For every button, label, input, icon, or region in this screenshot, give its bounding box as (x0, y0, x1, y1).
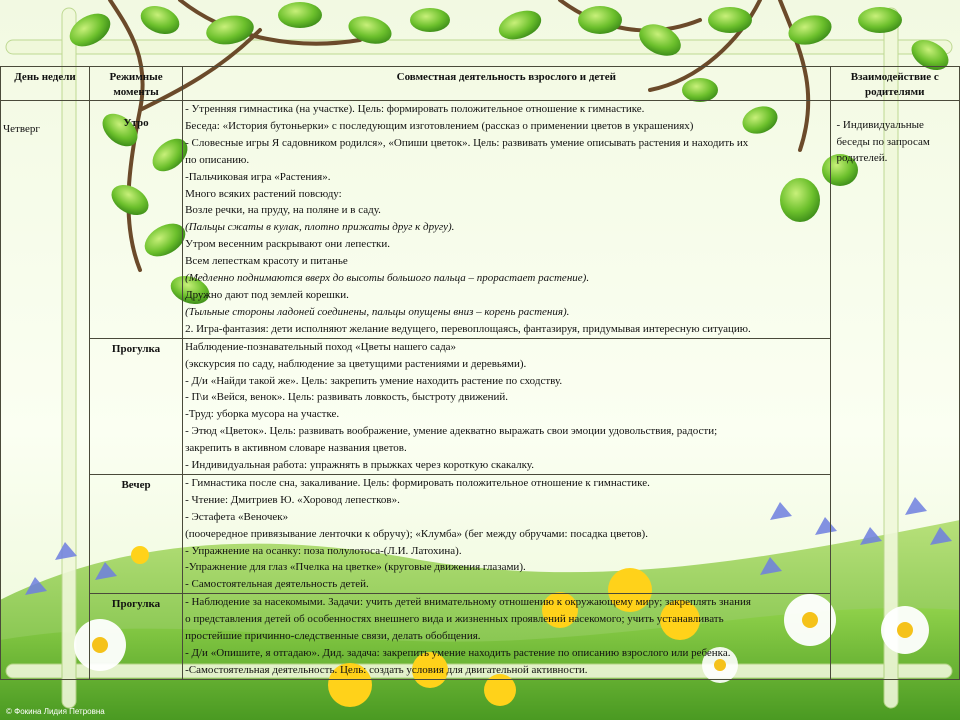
header-mode: Режимные моменты (90, 67, 183, 101)
activity-line: - Упражнение на осанку: поза полулотоса-(Л.И. Латохина). (185, 544, 462, 557)
activity-line: 2. Игра-фантазия: дети исполняют желание ведущего, перевоплощаясь, фантазируя, придумывая интересную ситуацию. (185, 322, 751, 335)
header-activity: Совместная деятельность взрослого и детей (183, 67, 830, 101)
header-parents: Взаимодействие с родителями (830, 67, 960, 101)
copyright-text: © Фокина Лидия Петровна (6, 707, 105, 716)
activity-line: Возле речки, на пруду, на поляне и в саду. (185, 204, 381, 217)
activity-cell-morning (183, 101, 830, 339)
activity-line: -Самостоятельная деятельность. Цель: создать условия для двигательной активности. (185, 663, 588, 676)
activity-line: Наблюдение-познавательный поход «Цветы нашего сада» (185, 340, 457, 353)
activity-line: - Этюд «Цветок». Цель: развивать воображение, умение адекватно выражать свои эмоции удовольствия, радости; (185, 425, 718, 438)
activity-line: - Утренняя гимнастика (на участке). Цель: формировать положительное отношение к гимнастике. (185, 103, 645, 115)
activity-line: - Самостоятельная деятельность детей. (185, 578, 369, 591)
mode-cell-evening: Вечер (90, 474, 183, 593)
day-cell: Четверг (1, 101, 90, 680)
activity-line: -Упражнение для глаз «Пчелка на цветке» (круговые движения глазами). (185, 561, 526, 574)
activity-line: - Наблюдение за насекомыми. Задачи: учить детей внимательному отношению к окружающему миру; закреплять знания (185, 596, 751, 609)
activity-line: - П\и «Вейся, венок». Цель: развивать ловкость, быстроту движений. (185, 391, 509, 404)
parents-cell: - Индивидуальные беседы по запросам родителей. (830, 101, 960, 680)
activity-line: (поочередное привязывание ленточки к обручу); «Клумба» (бег между обручами: посадка цветов). (185, 527, 648, 540)
activity-line: Беседа: «История бутоньерки» с последующим изготовлением (рассказ о применении цветов в украшениях) (185, 119, 694, 132)
activity-line: - Д/и «Найди такой же». Цель: закрепить умение находить растение по сходству. (185, 374, 563, 387)
table-header-row (1, 67, 960, 101)
activity-line: - Гимнастика после сна, закаливание. Цель: формировать положительное отношение к гимнастике. (185, 476, 650, 489)
activity-line: (экскурсия по саду, наблюдение за цветущими растениями и деревьями). (185, 357, 527, 370)
activity-line: по описанию. (185, 153, 250, 166)
activity-line: -Пальчиковая игра «Растения». (185, 170, 331, 183)
table-row-evening (1, 474, 960, 593)
table-row-morning (1, 101, 960, 339)
header-day: День недели (1, 67, 90, 101)
mode-cell-morning: Утро (90, 101, 183, 339)
activity-line: Утром весенним раскрывают они лепестки. (185, 238, 391, 251)
activity-line: (Тыльные стороны ладоней соединены, пальцы опущены вниз – корень растения). (185, 305, 570, 318)
activity-cell-evening (183, 474, 830, 593)
table-row-walk2 (1, 594, 960, 680)
activity-line: закрепить в активном словаре названия цветов. (185, 442, 407, 455)
table-row-walk1 (1, 338, 960, 474)
activity-line: -Труд: уборка мусора на участке. (185, 408, 340, 421)
activity-line: - Словесные игры Я садовником родился», «Опиши цветок». Цель: развивать умение описывать растения и находить их (185, 136, 749, 149)
activity-line: - Индивидуальная работа: упражнять в прыжках через короткую скакалку. (185, 459, 534, 472)
mode-cell-walk1: Прогулка (90, 338, 183, 474)
activity-line: о представления детей об особенностях внешнего вида и жизненных проявлений насекомого; учить устанавливать (185, 613, 724, 626)
mode-cell-walk2: Прогулка (90, 594, 183, 680)
activity-line: Дружно дают под землей корешки. (185, 288, 349, 301)
activity-line: (Медленно поднимаются вверх до высоты большого пальца – прорастает растение). (185, 272, 590, 285)
activity-cell-walk1 (183, 338, 830, 474)
activity-cell-walk2 (183, 594, 830, 680)
schedule-table (0, 66, 960, 680)
activity-line: Много всяких растений повсюду: (185, 187, 342, 200)
activity-line: Всем лепесткам красоту и питанье (185, 255, 348, 268)
activity-line: (Пальцы сжаты в кулак, плотно прижаты друг к другу). (185, 221, 455, 234)
activity-line: - Чтение: Дмитриев Ю. «Хоровод лепестков». (185, 493, 400, 506)
activity-line: - Эстафета «Веночек» (185, 510, 289, 523)
activity-line: простейшие причинно-следственные связи, делать обобщения. (185, 630, 481, 643)
activity-line: - Д/и «Опишите, я отгадаю». Дид. задача: закрепить умение находить растение по описанию взрослого или ребенка. (185, 647, 731, 659)
